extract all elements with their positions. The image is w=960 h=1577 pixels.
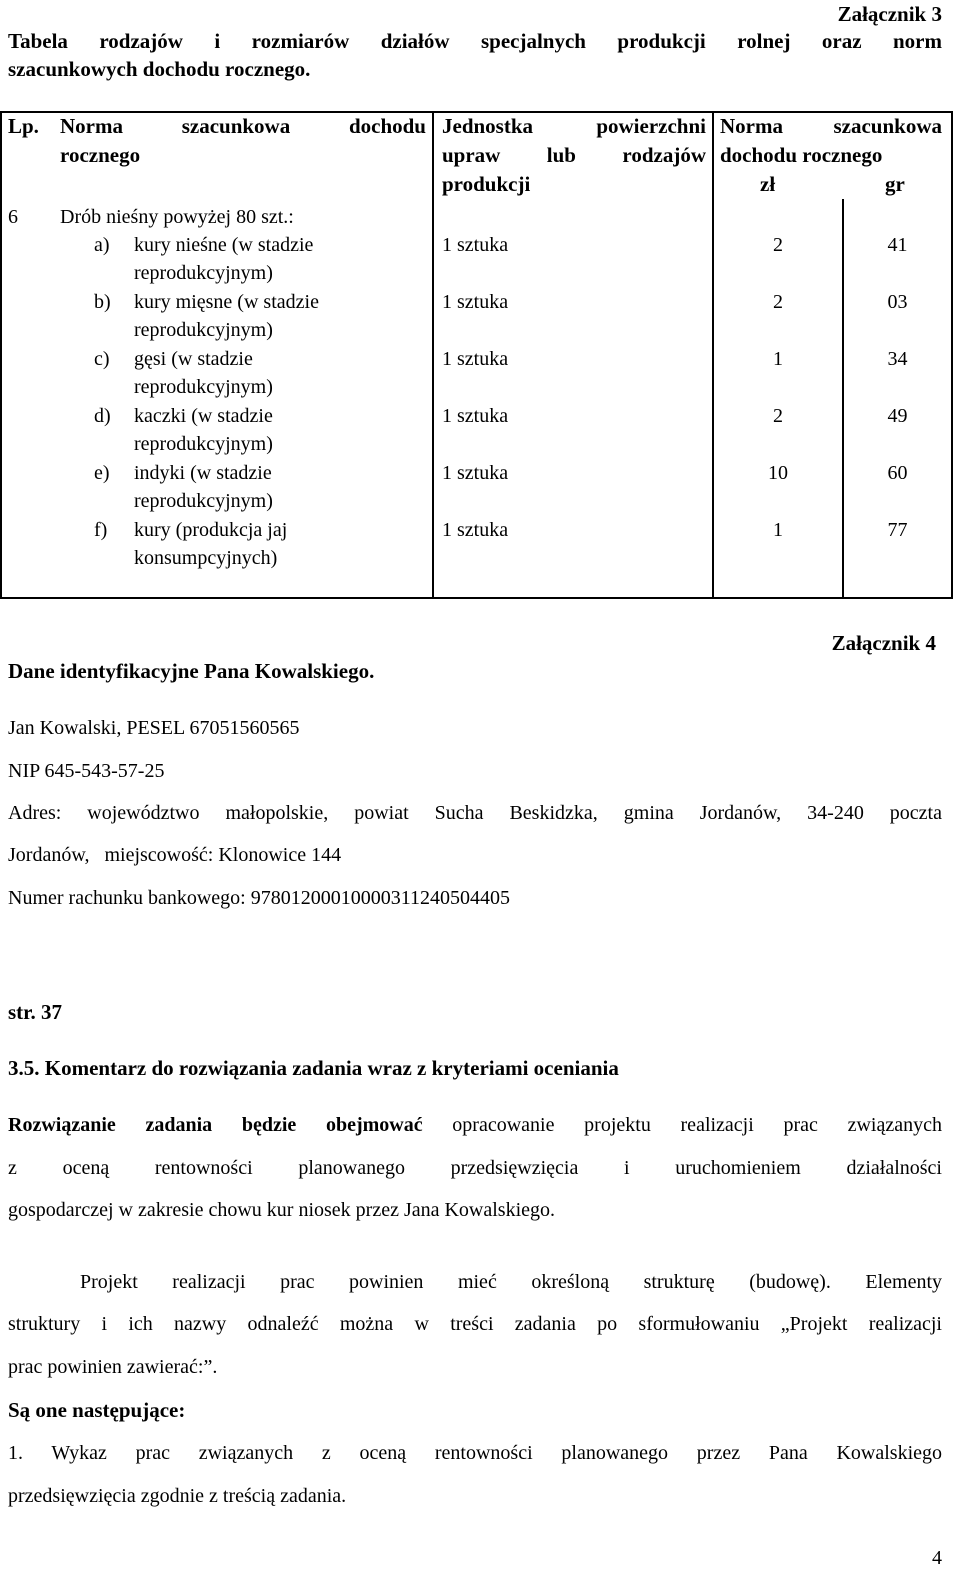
header-norm: Norma szacunkowa dochodu	[60, 114, 426, 138]
identity-heading: Dane identyfikacyjne Pana Kowalskiego.	[8, 659, 375, 683]
identity-bank-account: Numer rachunku bankowego: 97801200010000311240504405	[8, 887, 510, 909]
row-label: konsumpcyjnych)	[134, 547, 278, 569]
row-letter: a)	[94, 234, 110, 256]
row-gr: 03	[887, 291, 908, 313]
row-label: reprodukcyjnym)	[134, 376, 273, 398]
header-norm-line2: rocznego	[60, 143, 141, 167]
row-label: kury nieśne (w stadzie	[134, 234, 314, 256]
header-unit-line3: produkcji	[442, 172, 531, 196]
row-letter: e)	[94, 462, 110, 484]
row-label: reprodukcyjnym)	[134, 319, 273, 341]
header-lp: Lp.	[8, 114, 39, 138]
group-title: Drób nieśny powyżej 80 szt.:	[60, 206, 294, 228]
row-letter: d)	[94, 405, 111, 427]
identity-name-pesel: Jan Kowalski, PESEL 67051560565	[8, 717, 300, 739]
row-letter: b)	[94, 291, 111, 313]
row-unit: 1 sztuka	[442, 462, 509, 484]
para2-line-3: prac powinien zawierać:”.	[8, 1356, 218, 1378]
row-zl: 2	[773, 234, 783, 256]
header-zl: zł	[760, 172, 776, 196]
row-gr: 34	[887, 348, 908, 370]
row-label: indyki (w stadzie	[134, 462, 272, 484]
table-title-line-2: szacunkowych dochodu rocznego.	[8, 57, 311, 81]
para1-line-3: gospodarczej w zakresie chowu kur niosek przez Jana Kowalskiego.	[8, 1199, 556, 1221]
row-label: kaczki (w stadzie	[134, 405, 273, 427]
identity-address-line-2: Jordanów, miejscowość: Klonowice 144	[8, 844, 342, 866]
identity-address-line-1: Adres: województwo małopolskie, powiat Sucha Beskidzka, gmina Jordanów, 34-240 poczta	[8, 802, 942, 824]
para1-line-1	[8, 1111, 942, 1139]
row-label: gęsi (w stadzie	[134, 348, 253, 370]
row-unit: 1 sztuka	[442, 405, 509, 427]
section-heading: 3.5. Komentarz do rozwiązania zadania wraz z kryteriami oceniania	[8, 1056, 619, 1080]
row-letter: c)	[94, 348, 110, 370]
row-zl: 2	[773, 291, 783, 313]
row-unit: 1 sztuka	[442, 291, 509, 313]
header-unit-line1: Jednostka powierzchni	[442, 114, 706, 138]
row-zl: 1	[773, 519, 783, 541]
row-unit: 1 sztuka	[442, 519, 509, 541]
table-title-line-1: Tabela rodzajów i rozmiarów działów specjalnych produkcji rolnej oraz norm	[8, 29, 942, 53]
row-gr: 60	[887, 462, 908, 484]
row-letter: f)	[94, 519, 108, 541]
group-number: 6	[8, 206, 18, 228]
para1-line-2: z oceną rentowności planowanego przedsięwzięcia i uruchomieniem działalności	[8, 1157, 942, 1179]
row-label: reprodukcyjnym)	[134, 490, 273, 512]
para2-line-1: Projekt realizacji prac powinien mieć określoną strukturę (budowę). Elementy	[80, 1271, 942, 1293]
row-label: reprodukcyjnym)	[134, 262, 273, 284]
list-item-1-line-1: 1. Wykaz prac związanych z oceną rentowności planowanego przez Pana Kowalskiego	[8, 1442, 942, 1464]
list-heading: Są one następujące:	[8, 1398, 186, 1422]
row-unit: 1 sztuka	[442, 348, 509, 370]
row-label: reprodukcyjnym)	[134, 433, 273, 455]
row-label: kury (produkcja jaj	[134, 519, 288, 541]
list-item-1-line-2: przedsięwzięcia zgodnie z treścią zadania.	[8, 1485, 347, 1507]
identity-nip: NIP 645-543-57-25	[8, 760, 165, 782]
header-income-line1: Norma szacunkowa	[720, 114, 942, 138]
attachment-4-label: Załącznik 4	[831, 631, 936, 655]
row-gr: 77	[887, 519, 908, 541]
para1-bold-lead: Rozwiązanie zadania będzie obejmować	[8, 1114, 423, 1136]
row-gr: 49	[887, 405, 908, 427]
attachment-3-label: Załącznik 3	[837, 2, 942, 26]
page-number: 4	[932, 1547, 942, 1569]
income-norms-table	[0, 111, 953, 599]
header-gr: gr	[885, 172, 905, 196]
row-label: kury mięsne (w stadzie	[134, 291, 319, 313]
header-unit-line2: upraw lub rodzajów	[442, 143, 706, 167]
row-unit: 1 sztuka	[442, 234, 509, 256]
row-gr: 41	[887, 234, 908, 256]
para1-line1-rest: opracowanie projektu realizacji prac związanych	[422, 1114, 942, 1136]
row-zl: 10	[768, 462, 788, 484]
row-zl: 1	[773, 348, 783, 370]
para2-line-2: struktury i ich nazwy odnaleźć można w treści zadania po sformułowaniu „Projekt realizacji	[8, 1313, 942, 1335]
header-income-line2: dochodu rocznego	[720, 143, 883, 167]
page-reference: str. 37	[8, 1000, 63, 1024]
row-zl: 2	[773, 405, 783, 427]
